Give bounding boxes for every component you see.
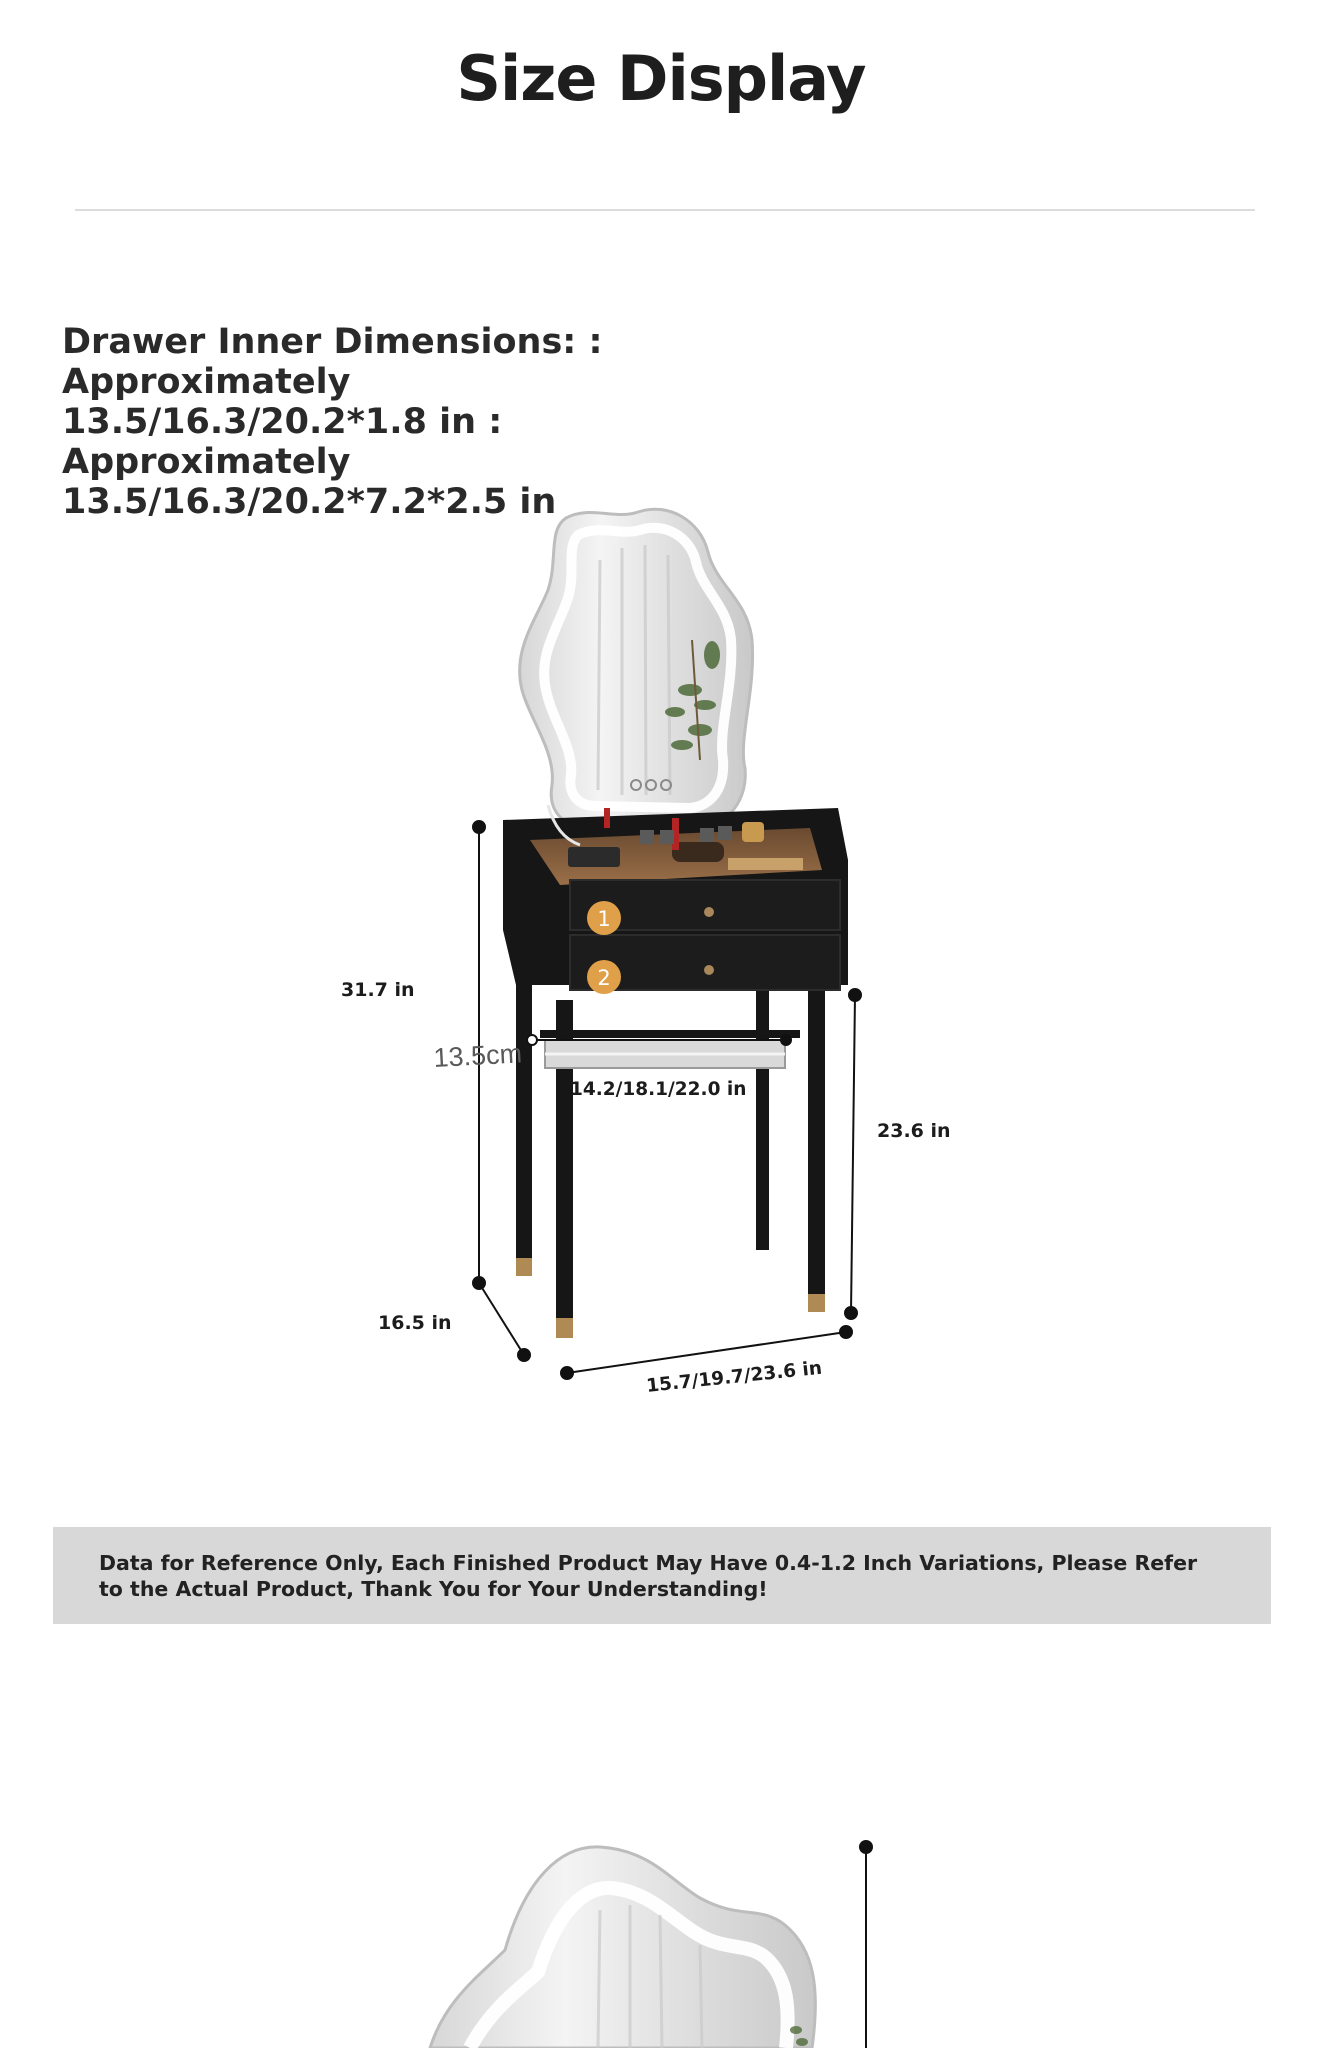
phone-icon: [568, 847, 620, 867]
vanity-legs: [516, 960, 825, 1320]
drawer-number-1: 1: [597, 907, 611, 931]
label-width: 15.7/19.7/23.6 in: [645, 1357, 823, 1397]
label-shelf-width: 14.2/18.1/22.0 in: [570, 1079, 747, 1100]
label-table-height: 23.6 in: [877, 1120, 951, 1142]
mirror: [520, 509, 753, 828]
page-title: Size Display: [456, 42, 866, 115]
mirror-illustration-2: [430, 1840, 873, 2048]
label-depth: 16.5 in: [378, 1312, 452, 1334]
disclaimer-box: [53, 1527, 1271, 1624]
label-shelf-clearance: 13.5cm: [432, 1038, 523, 1073]
label-total-height: 31.7 in: [341, 979, 415, 1001]
disclaimer-text: Data for Reference Only, Each Finished Product May Have 0.4-1.2 Inch Variations, Please Refer to the Actual Product, Thank You for Your Understanding!: [99, 1551, 1198, 1601]
vanity-main: [503, 509, 848, 1338]
drawer-number-2: 2: [597, 966, 611, 990]
drawer-dimensions-text: Drawer Inner Dimensions: : Approximately 13.5/16.3/20.2*1.8 in : Approximately 13.5/16.3/20.2*7.2*2.5 in: [62, 322, 603, 522]
